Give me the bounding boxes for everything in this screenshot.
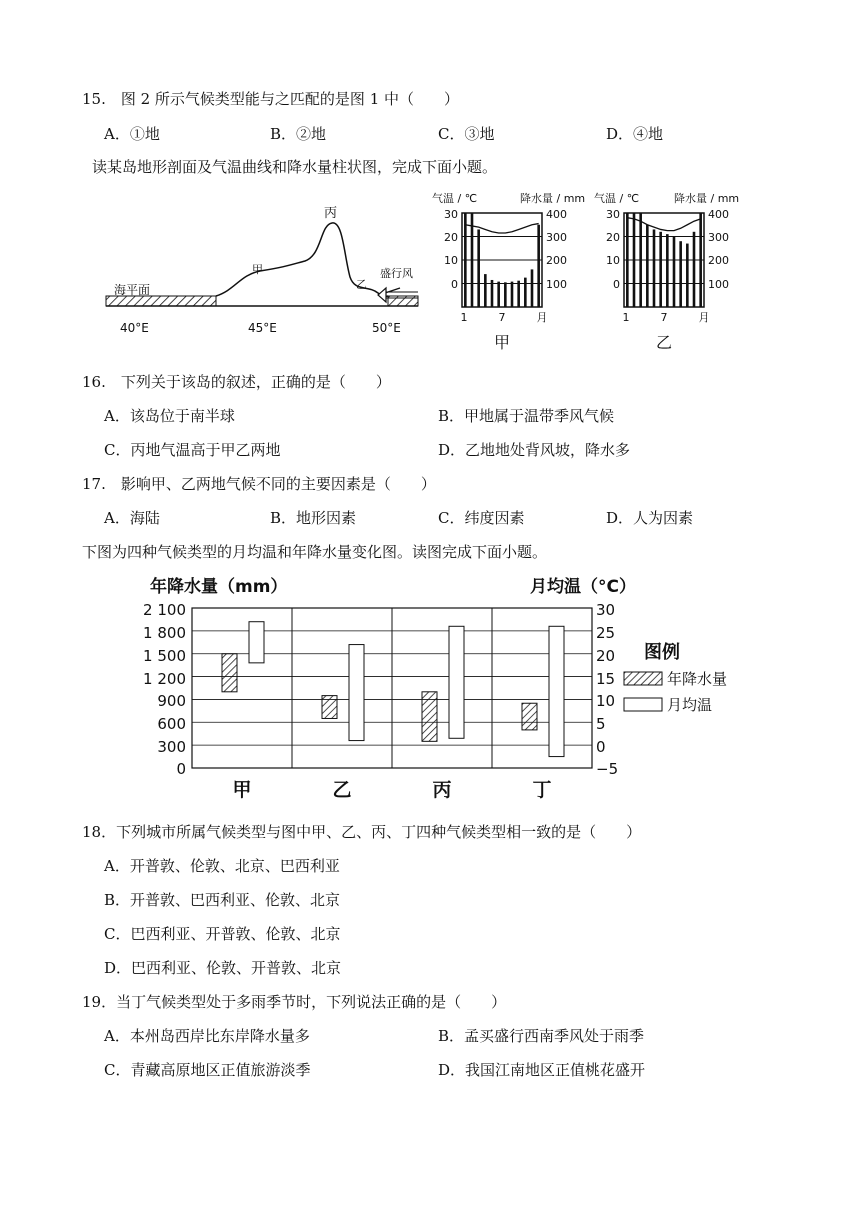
label-jia: 甲 — [252, 263, 263, 276]
precip-bar — [693, 232, 696, 307]
temp-tick: 10 — [444, 254, 458, 267]
precip-bar — [686, 244, 689, 307]
temperature-range-bar — [349, 645, 364, 741]
lon-label-50: 50°E — [372, 321, 401, 335]
q19-option-d[interactable]: D．我国江南地区正值桃花盛开 — [438, 1061, 646, 1079]
precip-bar — [633, 213, 636, 307]
precipitation-range-bar — [322, 696, 337, 719]
precip-bar — [653, 229, 656, 307]
precip-bar — [491, 280, 494, 307]
temp-tick: 0 — [451, 278, 458, 291]
temp-tick: 10 — [606, 254, 620, 267]
temp-tick: 30 — [444, 208, 458, 221]
temp-tick: 30 — [606, 208, 620, 221]
precipitation-range-bar — [422, 692, 437, 742]
right-tick: −5 — [596, 760, 619, 778]
temperature-range-bar — [449, 626, 464, 738]
precip-bar — [524, 278, 527, 307]
temperature-curve — [627, 218, 700, 231]
precip-tick: 400 — [708, 208, 729, 221]
category-label: 丙 — [432, 779, 452, 801]
precip-bar — [531, 269, 534, 307]
right-tick: 15 — [596, 670, 616, 688]
label-yi: 乙 — [356, 278, 367, 291]
precip-bar — [511, 282, 514, 307]
q16-option-d[interactable]: D．乙地地处背风坡，降水多 — [438, 441, 631, 459]
right-axis-title: 月均温（°C） — [530, 577, 636, 597]
q16-option-a[interactable]: A．该岛位于南半球 — [104, 407, 235, 425]
precip-bar — [504, 282, 507, 307]
precip-tick: 300 — [708, 231, 729, 244]
wind-arrow-icon — [378, 288, 386, 302]
temp-tick: 0 — [613, 278, 620, 291]
temp-axis-title: 气温 / ℃ — [594, 192, 640, 205]
precipitation-range-bar — [222, 654, 237, 692]
intro-island-profile: 读某岛地形剖面及气温曲线和降水量柱状图，完成下面小题。 — [92, 158, 498, 176]
q15-option-c[interactable]: C．③地 — [438, 125, 495, 143]
left-tick: 0 — [176, 760, 186, 778]
precip-bar — [471, 213, 474, 307]
question-18-stem: 18．下列城市所属气候类型与图中甲、乙、丙、丁四种气候类型相一致的是（ ） — [82, 823, 642, 841]
right-tick: 30 — [596, 601, 616, 619]
left-tick: 1 500 — [143, 647, 186, 665]
month-unit: 月 — [536, 311, 548, 324]
left-axis-title: 年降水量（mm） — [150, 577, 288, 597]
month-tick: 1 — [460, 311, 468, 324]
q17-option-b[interactable]: B．地形因素 — [270, 509, 357, 527]
question-15-stem: 15. 图 2 所示气候类型能与之匹配的是图 1 中（ ） — [82, 90, 460, 108]
right-tick: 10 — [596, 692, 616, 710]
precip-bar — [464, 213, 467, 307]
legend-swatch-temperature — [624, 698, 662, 711]
temp-tick: 20 — [606, 231, 620, 244]
climate-chart-yi — [592, 188, 752, 358]
climate-types-chart — [140, 570, 760, 810]
q15-option-a[interactable]: A．①地 — [104, 125, 160, 143]
category-label: 乙 — [332, 779, 352, 801]
temperature-curve — [465, 224, 538, 233]
q15-option-b[interactable]: B．②地 — [270, 125, 327, 143]
chart-caption: 甲 — [493, 333, 511, 352]
q18-option-d[interactable]: D．巴西利亚、伦敦、开普敦、北京 — [104, 959, 342, 977]
precip-bar — [699, 213, 702, 307]
question-16-stem: 16. 下列关于该岛的叙述，正确的是（ ） — [82, 373, 391, 391]
island-profile-diagram — [100, 195, 430, 345]
left-tick: 1 200 — [143, 670, 186, 688]
legend-label: 年降水量 — [667, 670, 728, 688]
precip-tick: 100 — [546, 278, 567, 291]
q16-option-c[interactable]: C．丙地气温高于甲乙两地 — [104, 441, 281, 459]
legend-label: 月均温 — [667, 696, 713, 714]
q19-option-c[interactable]: C．青藏高原地区正值旅游淡季 — [104, 1061, 311, 1079]
precipitation-range-bar — [522, 703, 537, 730]
month-tick: 7 — [660, 311, 668, 324]
intro-climate-types: 下图为四种气候类型的月均温和年降水量变化图。读图完成下面小题。 — [82, 543, 548, 561]
precip-tick: 200 — [546, 254, 567, 267]
precip-axis-title: 降水量 / mm — [674, 192, 740, 205]
lon-label-40: 40°E — [120, 321, 149, 335]
precip-tick: 400 — [546, 208, 567, 221]
precip-bar — [517, 281, 520, 307]
label-bing: 丙 — [324, 206, 338, 221]
precip-bar — [537, 225, 540, 307]
q15-option-d[interactable]: D．④地 — [606, 125, 664, 143]
q16-option-b[interactable]: B．甲地属于温带季风气候 — [438, 407, 615, 425]
temperature-range-bar — [249, 622, 264, 663]
left-tick: 2 100 — [143, 601, 186, 619]
chart-caption: 乙 — [655, 333, 673, 352]
right-tick: 0 — [596, 738, 606, 756]
right-tick: 5 — [596, 715, 606, 733]
q17-option-d[interactable]: D．人为因素 — [606, 509, 694, 527]
precip-bar — [477, 229, 480, 307]
left-tick: 300 — [157, 738, 186, 756]
climate-chart-jia — [430, 188, 590, 358]
precip-bar — [659, 232, 662, 307]
month-tick: 1 — [622, 311, 630, 324]
precip-tick: 200 — [708, 254, 729, 267]
label-sea-level: 海平面 — [114, 283, 151, 297]
precip-bar — [646, 225, 649, 307]
temperature-range-bar — [549, 626, 564, 756]
precip-tick: 100 — [708, 278, 729, 291]
q18-option-a[interactable]: A．开普敦、伦敦、北京、巴西利亚 — [104, 857, 340, 875]
precip-bar — [666, 234, 669, 307]
right-tick: 20 — [596, 647, 616, 665]
month-tick: 7 — [498, 311, 506, 324]
precip-bar — [673, 237, 676, 308]
right-tick: 25 — [596, 624, 616, 642]
left-tick: 900 — [157, 692, 186, 710]
q19-option-b[interactable]: B．孟买盛行西南季风处于雨季 — [438, 1027, 645, 1045]
lon-label-45: 45°E — [248, 321, 277, 335]
precip-bar — [484, 274, 487, 307]
q18-option-c[interactable]: C．巴西利亚、开普敦、伦敦、北京 — [104, 925, 341, 943]
precip-bar — [679, 241, 682, 307]
temp-axis-title: 气温 / ℃ — [432, 192, 478, 205]
left-tick: 1 800 — [143, 624, 186, 642]
precip-bar — [497, 282, 500, 307]
precip-bar — [639, 213, 642, 307]
q17-option-a[interactable]: A．海陆 — [104, 509, 160, 527]
q18-option-b[interactable]: B．开普敦、巴西利亚、伦敦、北京 — [104, 891, 341, 909]
q19-option-a[interactable]: A．本州岛西岸比东岸降水量多 — [104, 1027, 310, 1045]
precip-tick: 300 — [546, 231, 567, 244]
temp-tick: 20 — [444, 231, 458, 244]
question-17-stem: 17. 影响甲、乙两地气候不同的主要因素是（ ） — [82, 475, 436, 493]
q17-option-c[interactable]: C．纬度因素 — [438, 509, 525, 527]
legend-title: 图例 — [644, 642, 680, 663]
legend-swatch-precipitation — [624, 672, 662, 685]
month-unit: 月 — [698, 311, 710, 324]
precip-bar — [626, 213, 629, 307]
category-label: 丁 — [532, 779, 552, 801]
label-prevailing-wind: 盛行风 — [380, 267, 413, 280]
left-tick: 600 — [157, 715, 186, 733]
precip-axis-title: 降水量 / mm — [520, 192, 586, 205]
question-19-stem: 19．当丁气候类型处于多雨季节时，下列说法正确的是（ ） — [82, 993, 507, 1011]
category-label: 甲 — [232, 779, 252, 801]
